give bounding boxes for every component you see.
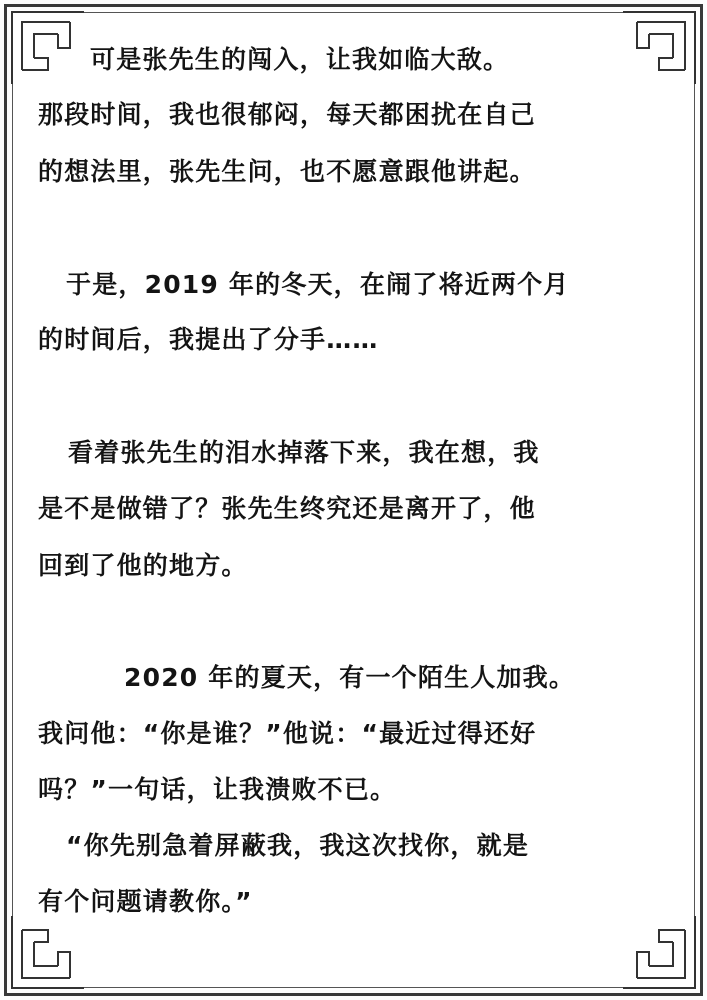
text-line: 于是，2019 年的冬天，在闹了将近两个月: [66, 270, 570, 299]
text-line: 可是张先生的闯入，让我如临大敌。: [90, 45, 510, 74]
text-line: 有个问题请教你。”: [38, 887, 253, 916]
text-line: 回到了他的地方。: [38, 551, 248, 580]
text-line: 是不是做错了？张先生终究还是离开了，他: [38, 494, 536, 523]
text-line: 看着张先生的泪水掉落下来，我在想，我: [68, 438, 540, 467]
corner-ornament-icon: [619, 8, 699, 88]
text-line: “你先别急着屏蔽我，我这次找你，就是: [66, 831, 530, 860]
text-line: 的时间后，我提出了分手……: [38, 325, 379, 354]
text-line: 我问他：“你是谁？”他说：“最近过得还好: [38, 719, 537, 748]
corner-ornament-icon: [619, 912, 699, 992]
corner-ornament-icon: [8, 8, 88, 88]
corner-ornament-icon: [8, 912, 88, 992]
text-line: 吗？”一句话，让我溃败不已。: [38, 775, 397, 804]
text-line: 的想法里，张先生问，也不愿意跟他讲起。: [38, 157, 536, 186]
text-line: 2020 年的夏天，有一个陌生人加我。: [124, 663, 576, 692]
text-line: 那段时间，我也很郁闷，每天都困扰在自己: [38, 100, 536, 129]
